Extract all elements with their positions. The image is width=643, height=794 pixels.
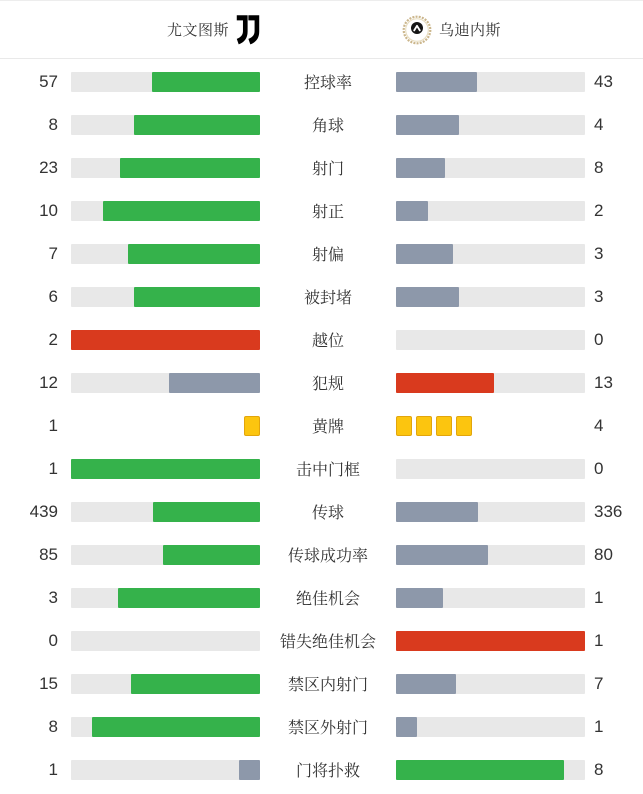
home-bar [71,373,260,393]
stat-label: 传球成功率 [287,548,368,565]
away-bar-fill [396,760,564,780]
home-value: 3 [48,587,58,607]
home-bar-fill [128,244,260,264]
home-value: 8 [48,114,58,134]
away-bar-fill [396,115,459,135]
home-value: 6 [48,286,58,306]
home-bar [71,760,260,780]
stat-label: 错失绝佳机会 [279,634,376,651]
home-value: 57 [39,71,58,91]
home-bar-fill [153,502,260,522]
stat-row [0,275,643,318]
home-value: 439 [29,501,58,521]
away-bar [396,330,585,350]
home-value: 10 [39,200,58,220]
team-home[interactable] [0,14,321,46]
home-bar [71,330,260,350]
home-bar-fill [169,373,260,393]
home-bar-fill [131,674,260,694]
away-bar-fill [396,588,443,608]
away-value: 8 [594,157,604,177]
away-value: 3 [594,243,604,263]
yellow-card-icon [396,416,412,436]
stat-label: 击中门框 [295,462,360,479]
away-bar-fill [396,545,488,565]
stat-label: 射偏 [311,247,344,264]
stat-label: 犯规 [311,376,344,393]
home-value: 12 [39,372,58,392]
home-bar [71,502,260,522]
home-value: 85 [39,544,58,564]
away-value: 1 [594,587,604,607]
home-bar [71,588,260,608]
home-bar [71,287,260,307]
home-bar [71,201,260,221]
stat-row [0,533,643,576]
home-value: 1 [48,415,58,435]
away-value: 13 [594,372,613,392]
home-bar-fill [134,115,260,135]
stat-row [0,60,643,103]
away-value: 80 [594,544,613,564]
away-value: 8 [594,759,604,779]
stat-label: 角球 [311,118,344,135]
away-value: 1 [594,716,604,736]
stat-row [0,232,643,275]
away-bar-fill [396,201,428,221]
away-value: 0 [594,458,604,478]
away-value: 1 [594,630,604,650]
away-bar [396,760,585,780]
away-value: 4 [594,415,604,435]
away-bar-fill [396,287,459,307]
home-bar [71,72,260,92]
home-value: 1 [48,458,58,478]
home-bar-fill [239,760,260,780]
away-bar [396,459,585,479]
home-value: 0 [48,630,58,650]
home-bar [71,674,260,694]
away-bar [396,717,585,737]
stat-row [0,103,643,146]
udinese-logo-icon [402,15,432,45]
away-value: 336 [594,501,623,521]
away-bar-fill [396,502,478,522]
home-bar-fill [92,717,260,737]
home-bar-fill [71,330,260,350]
away-bar [396,545,585,565]
away-value: 4 [594,114,604,134]
away-bar [396,416,585,436]
stat-row [0,189,643,232]
away-bar-fill [396,244,453,264]
stat-row [0,490,643,533]
stat-row [0,361,643,404]
home-bar [71,631,260,651]
home-bar [71,416,260,436]
stat-row [0,619,643,662]
home-bar-fill [71,459,260,479]
home-value: 23 [39,157,58,177]
home-bar [71,459,260,479]
away-bar [396,588,585,608]
header [0,1,643,59]
home-bar [71,717,260,737]
stat-row [0,748,643,791]
away-bar-fill [396,158,445,178]
stat-label: 传球 [311,505,344,522]
stat-label: 禁区内射门 [287,677,368,694]
home-bar [71,115,260,135]
home-bar-fill [120,158,260,178]
stat-row [0,705,643,748]
home-value: 8 [48,716,58,736]
home-bar-fill [134,287,260,307]
stat-label: 越位 [311,333,344,350]
away-value: 7 [594,673,604,693]
away-team-name: 乌迪内斯 [439,22,502,39]
stat-label: 被封堵 [303,290,352,307]
away-value: 0 [594,329,604,349]
stat-label: 射门 [311,161,344,178]
yellow-card-icon [244,416,260,436]
away-bar-fill [396,631,585,651]
home-value: 7 [48,243,58,263]
juventus-logo-icon [236,14,260,46]
home-value: 15 [39,673,58,693]
away-bar [396,674,585,694]
away-bar [396,244,585,264]
home-bar-fill [118,588,260,608]
home-bar [71,244,260,264]
away-bar-fill [396,717,417,737]
stat-row [0,662,643,705]
home-value: 2 [48,329,58,349]
away-bar-fill [396,373,494,393]
stat-label: 黄牌 [311,419,344,436]
away-bar [396,201,585,221]
away-bar [396,158,585,178]
home-bar-fill [103,201,260,221]
stat-row [0,576,643,619]
home-bar [71,158,260,178]
stat-row [0,318,643,361]
away-bar [396,72,585,92]
stat-label: 控球率 [303,75,352,92]
home-bar [71,545,260,565]
away-bar [396,373,585,393]
away-bar [396,115,585,135]
yellow-card-icon [436,416,452,436]
away-bar [396,287,585,307]
away-value: 2 [594,200,604,220]
stat-row [0,447,643,490]
stat-label: 绝佳机会 [295,591,360,608]
stat-label: 射正 [311,204,344,221]
stat-row [0,146,643,189]
stat-row [0,404,643,447]
away-bar-fill [396,72,477,92]
away-value: 43 [594,71,613,91]
home-bar-fill [163,545,260,565]
home-bar-fill [152,72,260,92]
home-team-name: 尤文图斯 [166,22,229,39]
yellow-card-icon [456,416,472,436]
away-bar [396,502,585,522]
away-bar [396,631,585,651]
stat-label: 门将扑救 [295,763,360,780]
home-value: 1 [48,759,58,779]
stats-list [0,59,643,791]
stat-label: 禁区外射门 [287,720,368,737]
away-bar-fill [396,674,456,694]
away-value: 3 [594,286,604,306]
team-away[interactable] [321,15,643,45]
yellow-card-icon [416,416,432,436]
